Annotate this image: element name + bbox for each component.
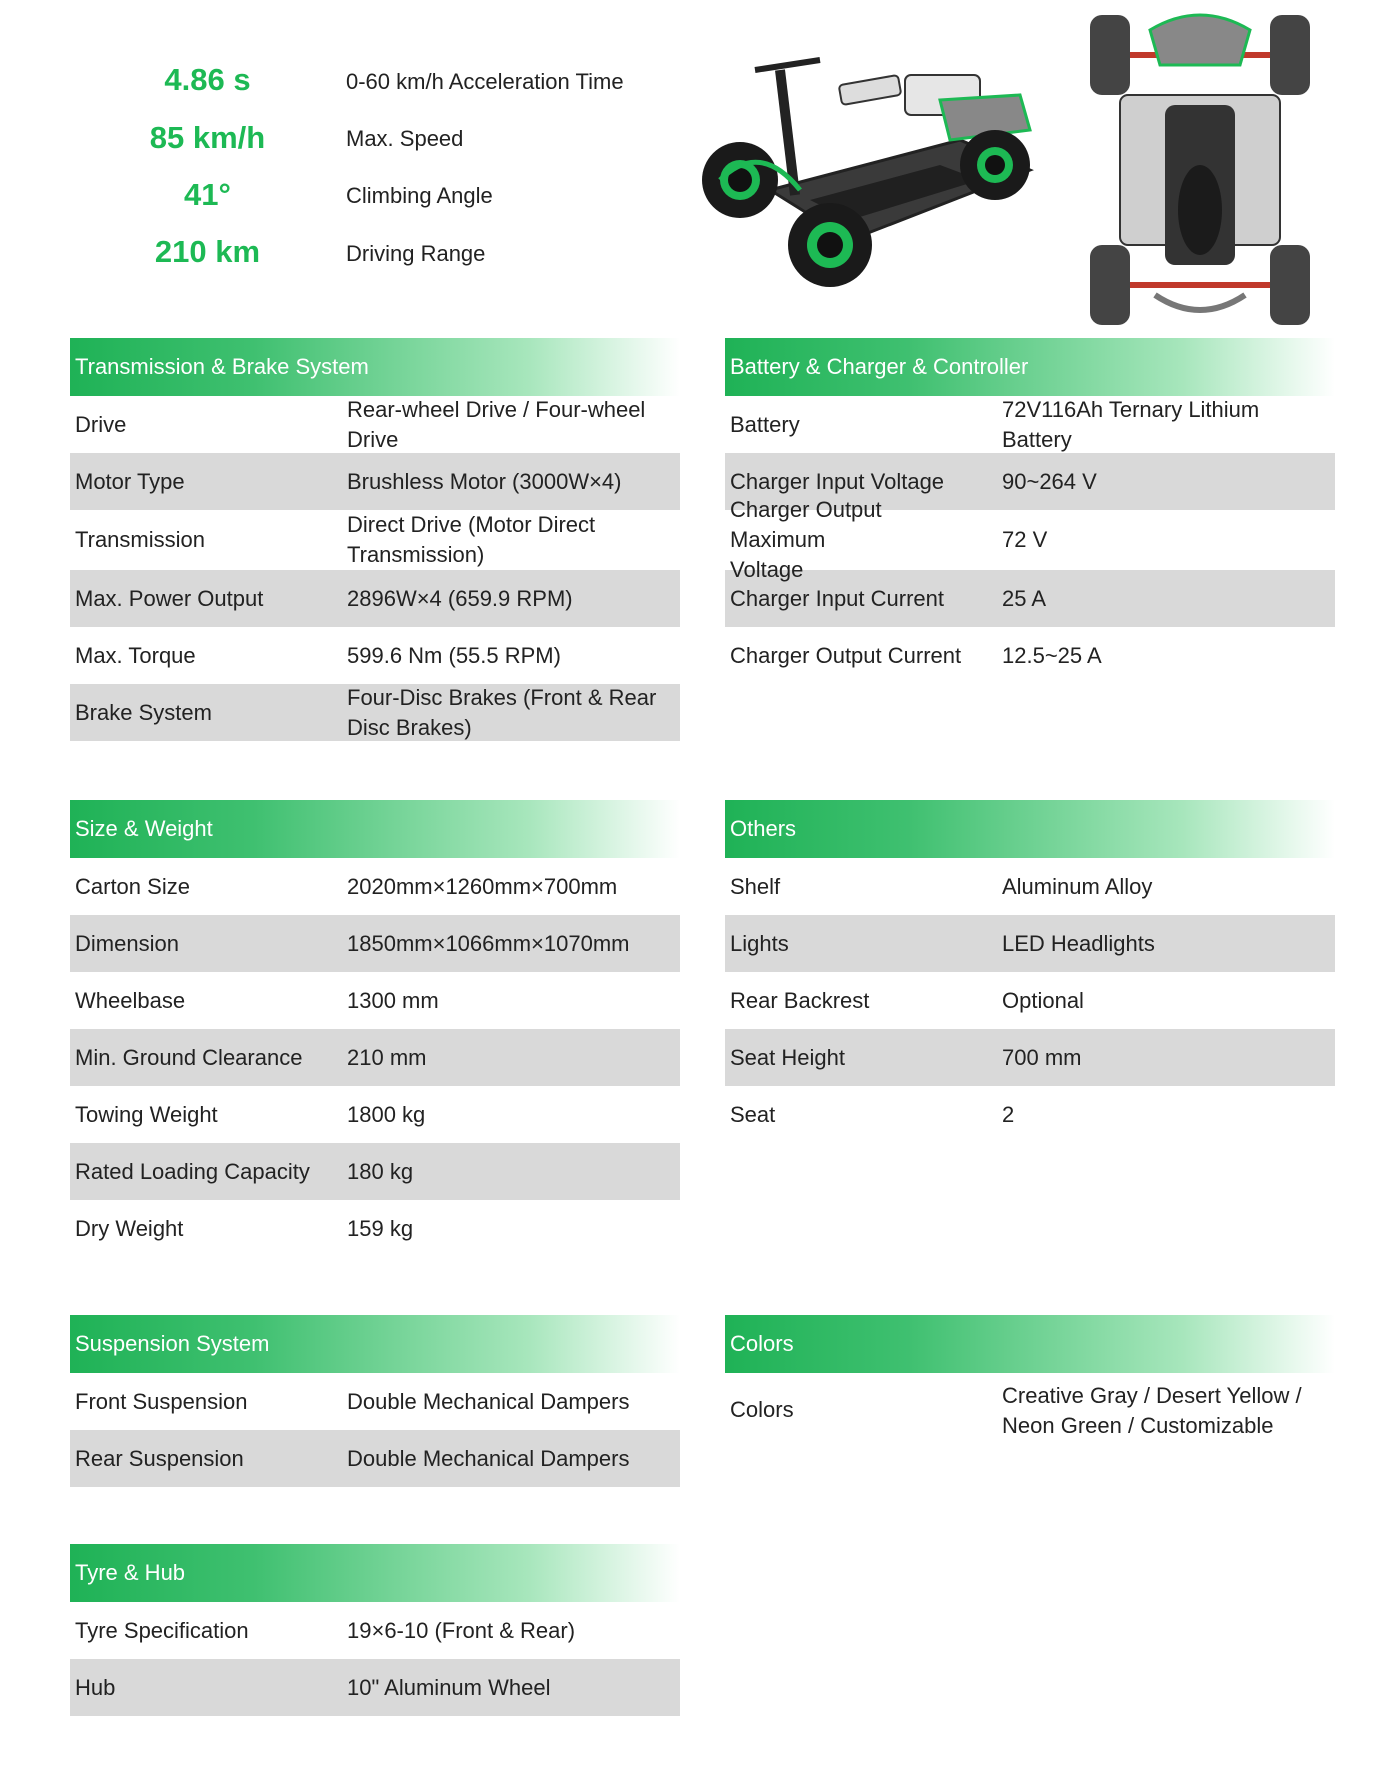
tyre-hub-section (70, 1544, 680, 1716)
spec-row (70, 684, 680, 741)
spec-key: Front Suspension (75, 1388, 248, 1414)
spec-key: Dimension (75, 930, 179, 956)
highlight-value: 210 km (154, 234, 261, 269)
section-title: Tyre & Hub (70, 1544, 680, 1602)
spec-row (70, 1373, 680, 1430)
spec-row (725, 627, 1335, 684)
spec-key: Rated Loading Capacity (75, 1158, 310, 1184)
spec-key: Brake System (75, 699, 212, 725)
spec-key: Rear Backrest (730, 987, 870, 1013)
spec-value: 72V116Ah Ternary Lithium Battery (1002, 396, 1260, 452)
spec-value: Rear-wheel Drive / Four-wheel Drive (347, 396, 646, 452)
spec-value: 12.5~25 A (1002, 642, 1102, 668)
spec-value: Double Mechanical Dampers (347, 1388, 630, 1414)
spec-key: Shelf (730, 873, 781, 899)
spec-row (70, 1143, 680, 1200)
spec-key: Colors (730, 1397, 794, 1422)
spec-key: Motor Type (75, 468, 185, 494)
spec-key: Tyre Specification (75, 1617, 249, 1643)
spec-key: Seat Height (730, 1044, 845, 1070)
spec-value: Aluminum Alloy (1002, 873, 1153, 899)
section-title: Battery & Charger & Controller (725, 338, 1335, 396)
highlight-label: Driving Range (346, 241, 486, 266)
spec-key: Max. Power Output (75, 585, 264, 611)
spec-key: Lights (730, 930, 789, 956)
spec-value: LED Headlights (1002, 930, 1155, 956)
spec-value: Four-Disc Brakes (Front & Rear Disc Brakes) (347, 684, 657, 740)
spec-value: Optional (1002, 987, 1084, 1013)
spec-value: 10" Aluminum Wheel (347, 1674, 551, 1700)
spec-key: Transmission (75, 527, 205, 552)
spec-value: 599.6 Nm (55.5 RPM) (347, 642, 561, 668)
spec-key: Drive (75, 411, 127, 437)
spec-value: 25 A (1002, 585, 1047, 611)
spec-value: 180 kg (347, 1158, 414, 1184)
section-title: Colors (725, 1315, 1335, 1373)
spec-row (70, 453, 680, 510)
spec-row (70, 396, 680, 453)
transmission-brake-section (70, 338, 680, 741)
spec-key: Max. Torque (75, 642, 196, 668)
colors-section (725, 1315, 1335, 1463)
spec-value: 1300 mm (347, 987, 439, 1013)
size-weight-section (70, 800, 680, 1257)
spec-value: 2 (1002, 1101, 1015, 1127)
spec-row (725, 972, 1335, 1029)
spec-row (70, 510, 680, 570)
spec-value: 72 V (1002, 527, 1048, 552)
spec-row (70, 915, 680, 972)
highlight-value: 41° (184, 177, 231, 212)
spec-row (70, 858, 680, 915)
spec-row (70, 627, 680, 684)
spec-key: Towing Weight (75, 1101, 218, 1127)
spec-value: 1800 kg (347, 1101, 426, 1127)
highlight-value: 4.86 s (164, 62, 251, 97)
atv-top-view-image (1080, 5, 1320, 335)
spec-row (725, 1029, 1335, 1086)
spec-row (70, 570, 680, 627)
section-title: Others (725, 800, 1335, 858)
spec-value: 700 mm (1002, 1044, 1082, 1070)
spec-key: Charger Output Maximum Voltage (730, 497, 882, 582)
spec-value: 1850mm×1066mm×1070mm (347, 930, 630, 956)
suspension-section (70, 1315, 680, 1487)
spec-value: 2020mm×1260mm×700mm (347, 873, 618, 899)
highlight-label: Climbing Angle (346, 183, 493, 208)
atv-side-view-image (700, 40, 1060, 310)
spec-row (70, 1659, 680, 1716)
spec-row (70, 972, 680, 1029)
section-title: Transmission & Brake System (70, 338, 680, 396)
spec-key: Carton Size (75, 873, 190, 899)
spec-value: 90~264 V (1002, 468, 1097, 494)
highlight-value: 85 km/h (149, 120, 266, 155)
spec-value: 210 mm (347, 1044, 427, 1070)
spec-key: Dry Weight (75, 1215, 184, 1241)
section-title: Suspension System (70, 1315, 680, 1373)
spec-row (70, 1086, 680, 1143)
battery-charger-section (725, 338, 1335, 684)
spec-value: 2896W×4 (659.9 RPM) (347, 585, 573, 611)
spec-key: Battery (730, 411, 800, 437)
spec-value: 159 kg (347, 1215, 414, 1241)
others-section (725, 800, 1335, 1143)
highlight-label: 0-60 km/h Acceleration Time (346, 69, 624, 94)
spec-row (725, 1373, 1335, 1463)
spec-value: 19×6-10 (Front & Rear) (347, 1617, 576, 1643)
spec-value: Direct Drive (Motor Direct Transmission) (347, 512, 596, 567)
highlight-label: Max. Speed (346, 126, 464, 151)
spec-row (70, 1430, 680, 1487)
spec-key: Charger Input Current (730, 585, 944, 611)
spec-key: Min. Ground Clearance (75, 1044, 303, 1070)
spec-row (725, 915, 1335, 972)
spec-row (70, 1602, 680, 1659)
spec-key: Charger Input Voltage (730, 468, 945, 494)
spec-value: Creative Gray / Desert Yellow / Neon Green / Customizable (1002, 1383, 1302, 1438)
spec-row (70, 1029, 680, 1086)
spec-key: Wheelbase (75, 987, 186, 1013)
spec-key: Seat (730, 1101, 776, 1127)
spec-value: Double Mechanical Dampers (347, 1445, 630, 1471)
spec-row (70, 1200, 680, 1257)
spec-row (725, 396, 1335, 453)
spec-row (725, 497, 1335, 582)
spec-key: Charger Output Current (730, 642, 962, 668)
spec-row (725, 858, 1335, 915)
spec-key: Hub (75, 1674, 116, 1700)
spec-value: Brushless Motor (3000W×4) (347, 468, 622, 494)
spec-key: Rear Suspension (75, 1445, 244, 1471)
spec-row (725, 1086, 1335, 1143)
section-title: Size & Weight (70, 800, 680, 858)
